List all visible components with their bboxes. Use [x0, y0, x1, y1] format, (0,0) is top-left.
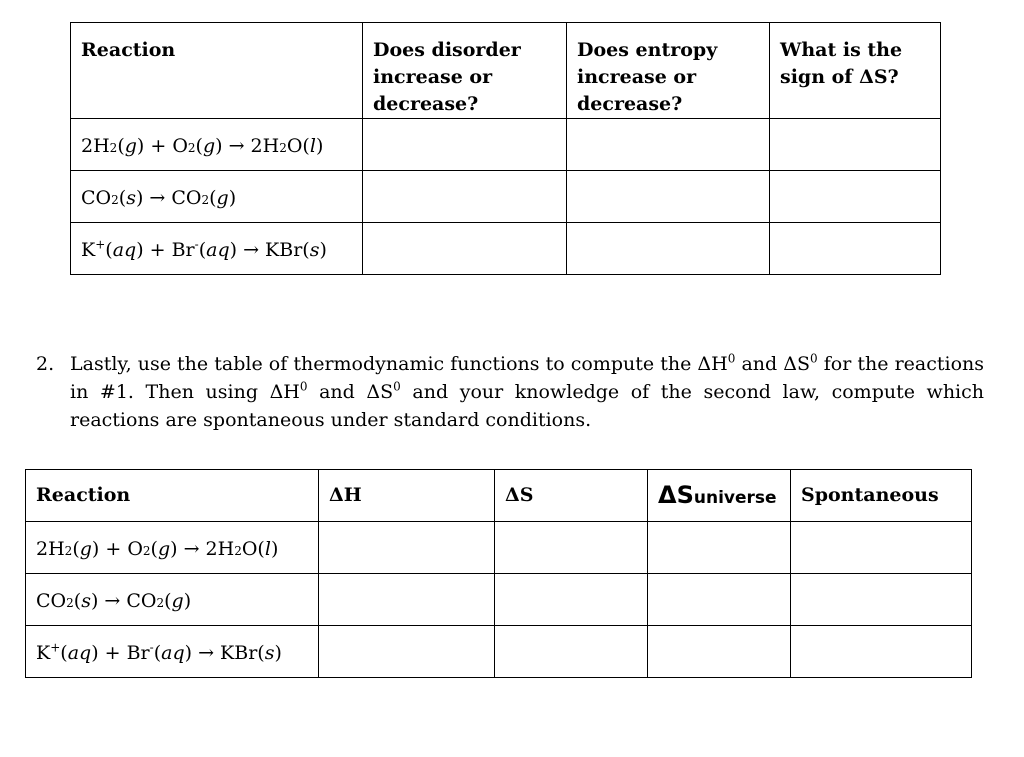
header-delta-s-universe: ΔSuniverse	[648, 470, 791, 522]
answer-cell[interactable]	[648, 626, 791, 678]
table-header-row	[71, 23, 941, 119]
answer-cell[interactable]	[363, 119, 567, 171]
answer-cell[interactable]	[319, 574, 495, 626]
header-reaction: Reaction	[26, 470, 319, 522]
header-entropy: Does entropy increase or decrease?	[567, 23, 770, 119]
answer-cell[interactable]	[495, 626, 648, 678]
spontaneity-table	[25, 469, 972, 678]
answer-cell[interactable]	[648, 574, 791, 626]
table-row	[26, 522, 972, 574]
answer-cell[interactable]	[567, 171, 770, 223]
answer-cell[interactable]	[770, 171, 941, 223]
answer-cell[interactable]	[791, 626, 972, 678]
answer-cell[interactable]	[648, 522, 791, 574]
table-row	[26, 574, 972, 626]
answer-cell[interactable]	[363, 171, 567, 223]
answer-cell[interactable]	[495, 574, 648, 626]
header-delta-h: ΔH	[319, 470, 495, 522]
reaction-cell	[71, 171, 363, 223]
reaction-text: CO2(s) → CO2(g)	[36, 590, 192, 612]
answer-cell[interactable]	[791, 574, 972, 626]
table-header-row	[26, 470, 972, 522]
header-spontaneous: Spontaneous	[791, 470, 972, 522]
answer-cell[interactable]	[319, 522, 495, 574]
table-row	[71, 119, 941, 171]
table-row	[71, 223, 941, 275]
answer-cell[interactable]	[319, 626, 495, 678]
reaction-text: CO2(s) → CO2(g)	[81, 187, 237, 209]
reaction-cell	[26, 574, 319, 626]
reaction-text: 2H2(g) + O2(g) → 2H2O(l)	[81, 135, 324, 157]
header-delta-s: ΔS	[495, 470, 648, 522]
answer-cell[interactable]	[791, 522, 972, 574]
answer-cell[interactable]	[495, 522, 648, 574]
header-disorder: Does disorder increase or decrease?	[363, 23, 567, 119]
reaction-cell	[71, 223, 363, 275]
reaction-text: K+(aq) + Br-(aq) → KBr(s)	[36, 640, 282, 664]
reaction-text: 2H2(g) + O2(g) → 2H2O(l)	[36, 538, 279, 560]
table-row	[71, 171, 941, 223]
answer-cell[interactable]	[567, 119, 770, 171]
header-sign-delta-s: What is the sign of ΔS?	[770, 23, 941, 119]
reaction-text: K+(aq) + Br-(aq) → KBr(s)	[81, 237, 327, 261]
answer-cell[interactable]	[567, 223, 770, 275]
reaction-cell	[26, 626, 319, 678]
header-reaction: Reaction	[71, 23, 363, 119]
reaction-cell	[71, 119, 363, 171]
reaction-cell	[26, 522, 319, 574]
answer-cell[interactable]	[363, 223, 567, 275]
answer-cell[interactable]	[770, 223, 941, 275]
question-2	[36, 350, 984, 434]
answer-cell[interactable]	[770, 119, 941, 171]
question-text: Lastly, use the table of thermodynamic functions to compute the $\Delta H^0$ and $\Delta S^0$ for the reactions in #1. Then using $\Delta H^0$ and $\Delta S^0$ and your knowledge of the second law, compute which reactions are spontaneous under standard conditions.	[70, 351, 985, 431]
question-number: 2.	[36, 353, 55, 375]
entropy-table	[70, 22, 941, 275]
table-row	[26, 626, 972, 678]
